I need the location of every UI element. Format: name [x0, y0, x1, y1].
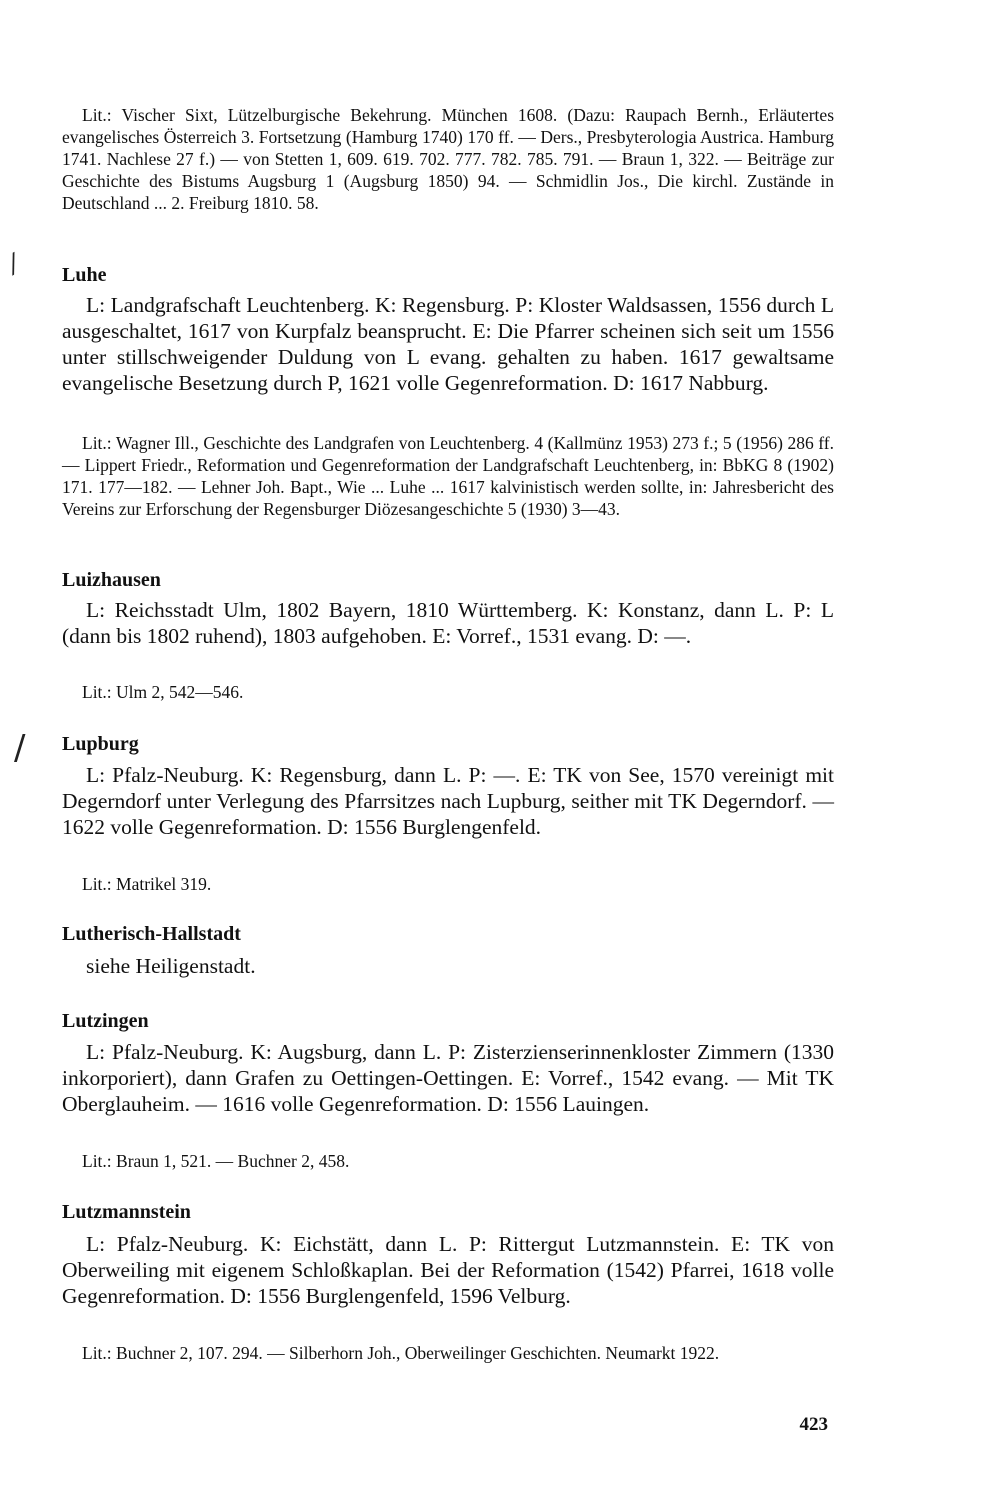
entry-title-lutzmannstein: Lutzmannstein [62, 1201, 191, 1223]
entry-lit-luizhausen: Lit.: Ulm 2, 542—546. [82, 682, 244, 702]
entry-lit-luhe: Lit.: Wagner Ill., Geschichte des Landgrafen von Leuchtenberg. 4 (Kallmünz 1953) 273 f.; 5 (1956) 286 ff. — Lippert Friedr., Reformation und Gegenreformation der Landgrafschaft Leuchtenberg, in: BbKG 8 (1902) 171. 177—182. — Lehner Joh. Bapt., Wie ... Luhe ... 1617 kalvinistisch werden sollte, in: Jahresbericht des Vereins zur Erforschung der Regensburger Diözesangeschichte 5 (1930) 3—43. [62, 433, 834, 519]
entry-body-lutzingen: L: Pfalz-Neuburg. K: Augsburg, dann L. P: Zisterzienserinnenkloster Zimmern (1330 inkorporiert), dann Grafen zu Oettingen-Oettingen. E: Vorref., 1542 evang. — Mit TK Oberglauheim. — 1616 volle Gegenreformation. D: 1556 Lauingen. [62, 1040, 834, 1116]
entry-lit-lutzmannstein: Lit.: Buchner 2, 107. 294. — Silberhorn Joh., Oberweilinger Geschichten. Neumarkt 1922. [82, 1343, 720, 1363]
entry-lit-lutzingen: Lit.: Braun 1, 521. — Buchner 2, 458. [82, 1151, 350, 1171]
entry-body-lutzmannstein: L: Pfalz-Neuburg. K: Eichstätt, dann L. P: Rittergut Lutzmannstein. E: TK von Oberweiling mit eigenem Schloßkaplan. Bei der Reformation (1542) Pfarrei, 1618 volle Gegenreformation. D: 1556 Burglengenfeld, 1596 Velburg. [62, 1232, 834, 1308]
entry-title-luizhausen: Luizhausen [62, 569, 161, 591]
entry-body-luizhausen: L: Reichsstadt Ulm, 1802 Bayern, 1810 Württemberg. K: Konstanz, dann L. P: L (dann bis 1802 ruhend), 1803 aufgehoben. E: Vorref., 1531 evang. D: —. [62, 598, 834, 648]
entry-title-lupburg: Lupburg [62, 733, 139, 755]
margin-slash-mark: / [14, 728, 26, 768]
entry-body-lutherisch-hallstadt: siehe Heiligenstadt. [86, 954, 256, 978]
entry-body-lupburg: L: Pfalz-Neuburg. K: Regensburg, dann L. P: —. E: TK von See, 1570 vereinigt mit Degerndorf unter Verlegung des Pfarrsitzes nach Lupburg, seither mit TK Degerndorf. — 1622 volle Gegenreformation. D: 1556 Burglengenfeld. [62, 763, 834, 839]
intro-literature: Lit.: Vischer Sixt, Lützelburgische Bekehrung. München 1608. (Dazu: Raupach Bernh., Erläutertes evangelisches Österreich 3. Fortsetzung (Hamburg 1740) 170 ff. — Ders., Presbyterologia Austrica. Hamburg 1741. Nachlese 27 f.) — von Stetten 1, 609. 619. 702. 777. 782. 785. 791. — Braun 1, 322. — Beiträge zur Geschichte des Bistums Augsburg 1 (Augsburg 1850) 94. — Schmidlin Jos., Die kirchl. Zustände in Deutschland ... 2. Freiburg 1810. 58. [62, 105, 834, 213]
entry-body-luhe: L: Landgrafschaft Leuchtenberg. K: Regensburg. P: Kloster Waldsassen, 1556 durch L ausgeschaltet, 1617 von Kurpfalz beansprucht. E: Die Pfarrer scheinen sich seit um 1556 unter stillschweigender Duldung von L evang. gehalten zu haben. 1617 gewaltsame evangelische Besetzung durch P, 1621 volle Gegenreformation. D: 1617 Nabburg. [62, 293, 834, 395]
page-number: 423 [799, 1414, 828, 1435]
entry-lit-lupburg: Lit.: Matrikel 319. [82, 874, 212, 894]
margin-tick-mark: ⁄ [4, 250, 24, 280]
entry-title-lutherisch-hallstadt: Lutherisch-Hallstadt [62, 923, 241, 945]
entry-title-lutzingen: Lutzingen [62, 1010, 149, 1032]
entry-title-luhe: Luhe [62, 264, 107, 286]
